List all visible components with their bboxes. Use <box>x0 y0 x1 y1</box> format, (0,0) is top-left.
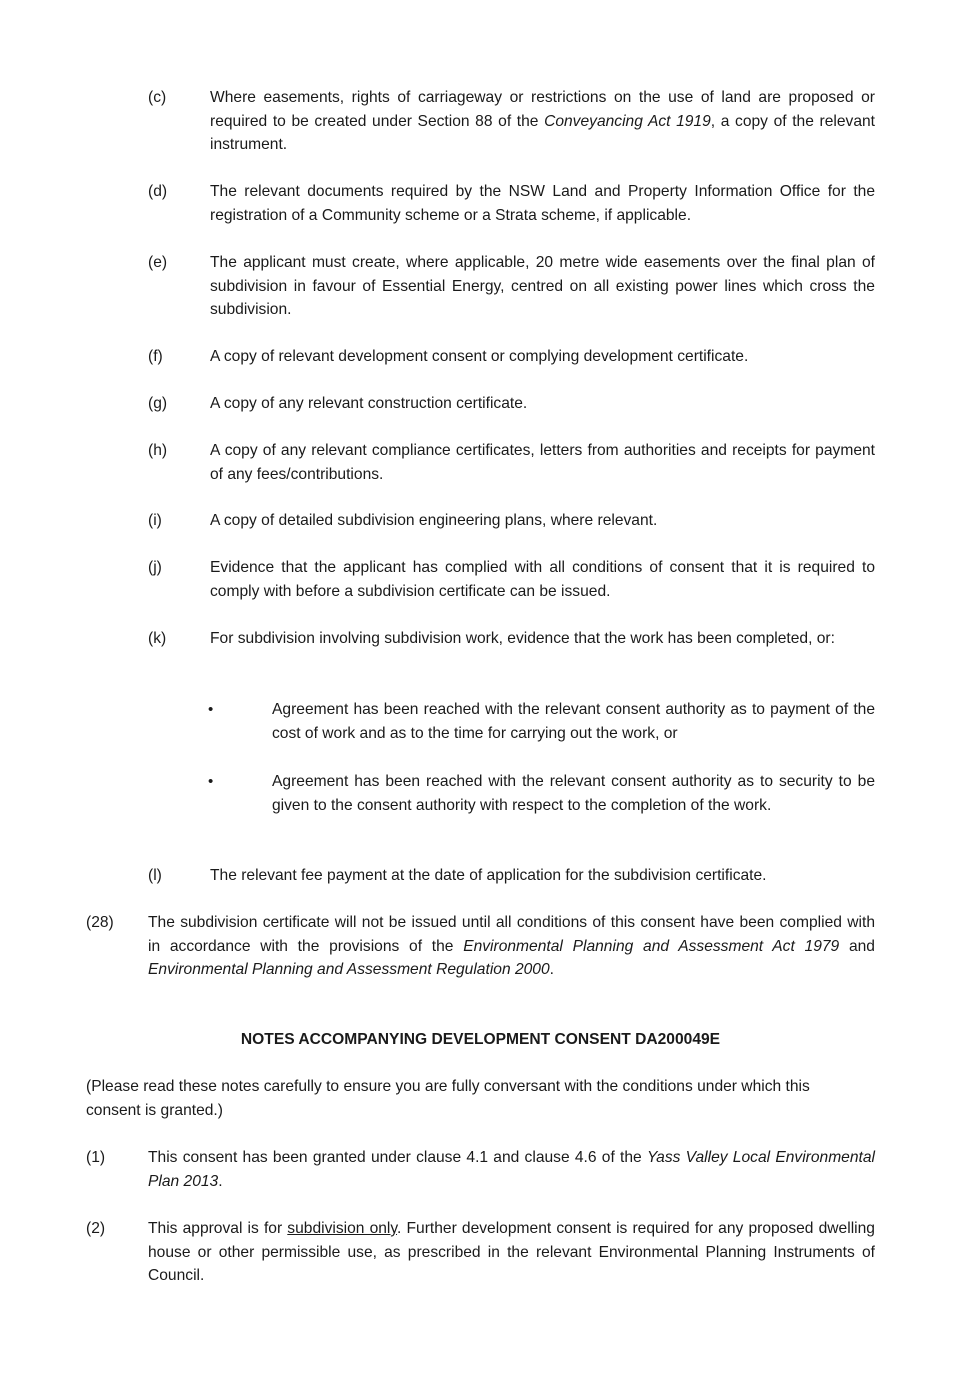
item-text-part: Where easements, rights of carriageway or restrictions on the use of land are proposed or required to be created under Section 88 of the <box>210 89 875 130</box>
regulation-title: Environmental Planning and Assessment Regulation 2000 <box>148 961 550 978</box>
note-text <box>148 1146 875 1193</box>
condition-text-part: The subdivision certificate will not be issued until all conditions of this consent have been complied with in accordance with the provisions of the <box>148 914 875 955</box>
condition-text <box>148 911 875 982</box>
item-text: A copy of any relevant compliance certificates, letters from authorities and receipts for payment of any fees/contributions. <box>210 442 875 483</box>
item-text: For subdivision involving subdivision work, evidence that the work has been completed, or: <box>210 630 835 647</box>
notes-intro: (Please read these notes carefully to ensure you are fully conversant with the conditions under which this consent is granted.) <box>86 1078 810 1119</box>
item-label: (i) <box>148 512 162 529</box>
item-text: The applicant must create, where applicable, 20 metre wide easements over the final plan of subdivision in favour of Essential Energy, centred on all existing power lines which cross the subdivision. <box>210 254 875 318</box>
condition-text-part: . <box>549 961 554 978</box>
condition-text-part: and <box>839 937 875 955</box>
item-text: The relevant documents required by the NSW Land and Property Information Office for the registration of a Community scheme or a Strata scheme, if applicable. <box>210 183 875 224</box>
note-text-part: . <box>218 1172 223 1190</box>
act-title: Conveyancing Act 1919 <box>544 112 711 130</box>
item-label: (e) <box>148 254 168 271</box>
note-text-part: This consent has been granted under clause 4.1 and clause 4.6 of the <box>148 1149 647 1166</box>
bullet-text: Agreement has been reached with the relevant consent authority as to security to be given to the consent authority with respect to the completion of the work. <box>272 773 875 814</box>
note-text <box>148 1217 875 1288</box>
item-text: A copy of detailed subdivision engineering plans, where relevant. <box>210 512 658 529</box>
item-text <box>210 86 875 157</box>
item-label: (g) <box>148 395 168 412</box>
notes-heading: NOTES ACCOMPANYING DEVELOPMENT CONSENT DA200049E <box>240 1031 721 1048</box>
note-text-part: . Further development consent is required for any proposed dwelling house or other permissible use, as prescribed in the relevant Environmental Planning Instruments of Council. <box>148 1220 875 1284</box>
bullet-icon: • <box>208 701 214 718</box>
item-label: (c) <box>148 89 167 106</box>
note-number: (2) <box>86 1220 106 1237</box>
note-text-part: This approval is for <box>148 1220 288 1237</box>
act-title: Environmental Planning and Assessment Act 1979 <box>463 937 840 955</box>
item-label: (h) <box>148 442 168 459</box>
item-label: (k) <box>148 630 167 647</box>
item-text: A copy of any relevant construction certificate. <box>210 395 528 412</box>
item-text: A copy of relevant development consent or complying development certificate. <box>210 348 749 365</box>
item-text: The relevant fee payment at the date of application for the subdivision certificate. <box>210 867 767 884</box>
note-number: (1) <box>86 1149 106 1166</box>
item-text: Evidence that the applicant has complied with all conditions of consent that it is required to comply with before a subdivision certificate can be issued. <box>210 559 875 600</box>
lep-title: Yass Valley Local Environmental Plan 2013 <box>148 1149 875 1190</box>
item-label: (d) <box>148 183 168 200</box>
bullet-text: Agreement has been reached with the relevant consent authority as to payment of the cost of work and as to the time for carrying out the work, or <box>272 701 875 742</box>
item-text-part: , a copy of the relevant instrument. <box>210 112 875 153</box>
condition-number: (28) <box>86 914 114 931</box>
item-label: (j) <box>148 559 162 576</box>
bullet-icon: • <box>208 773 214 790</box>
emphasis-underline: subdivision only <box>287 1220 398 1237</box>
item-label: (f) <box>148 348 163 365</box>
item-label: (l) <box>148 867 162 884</box>
